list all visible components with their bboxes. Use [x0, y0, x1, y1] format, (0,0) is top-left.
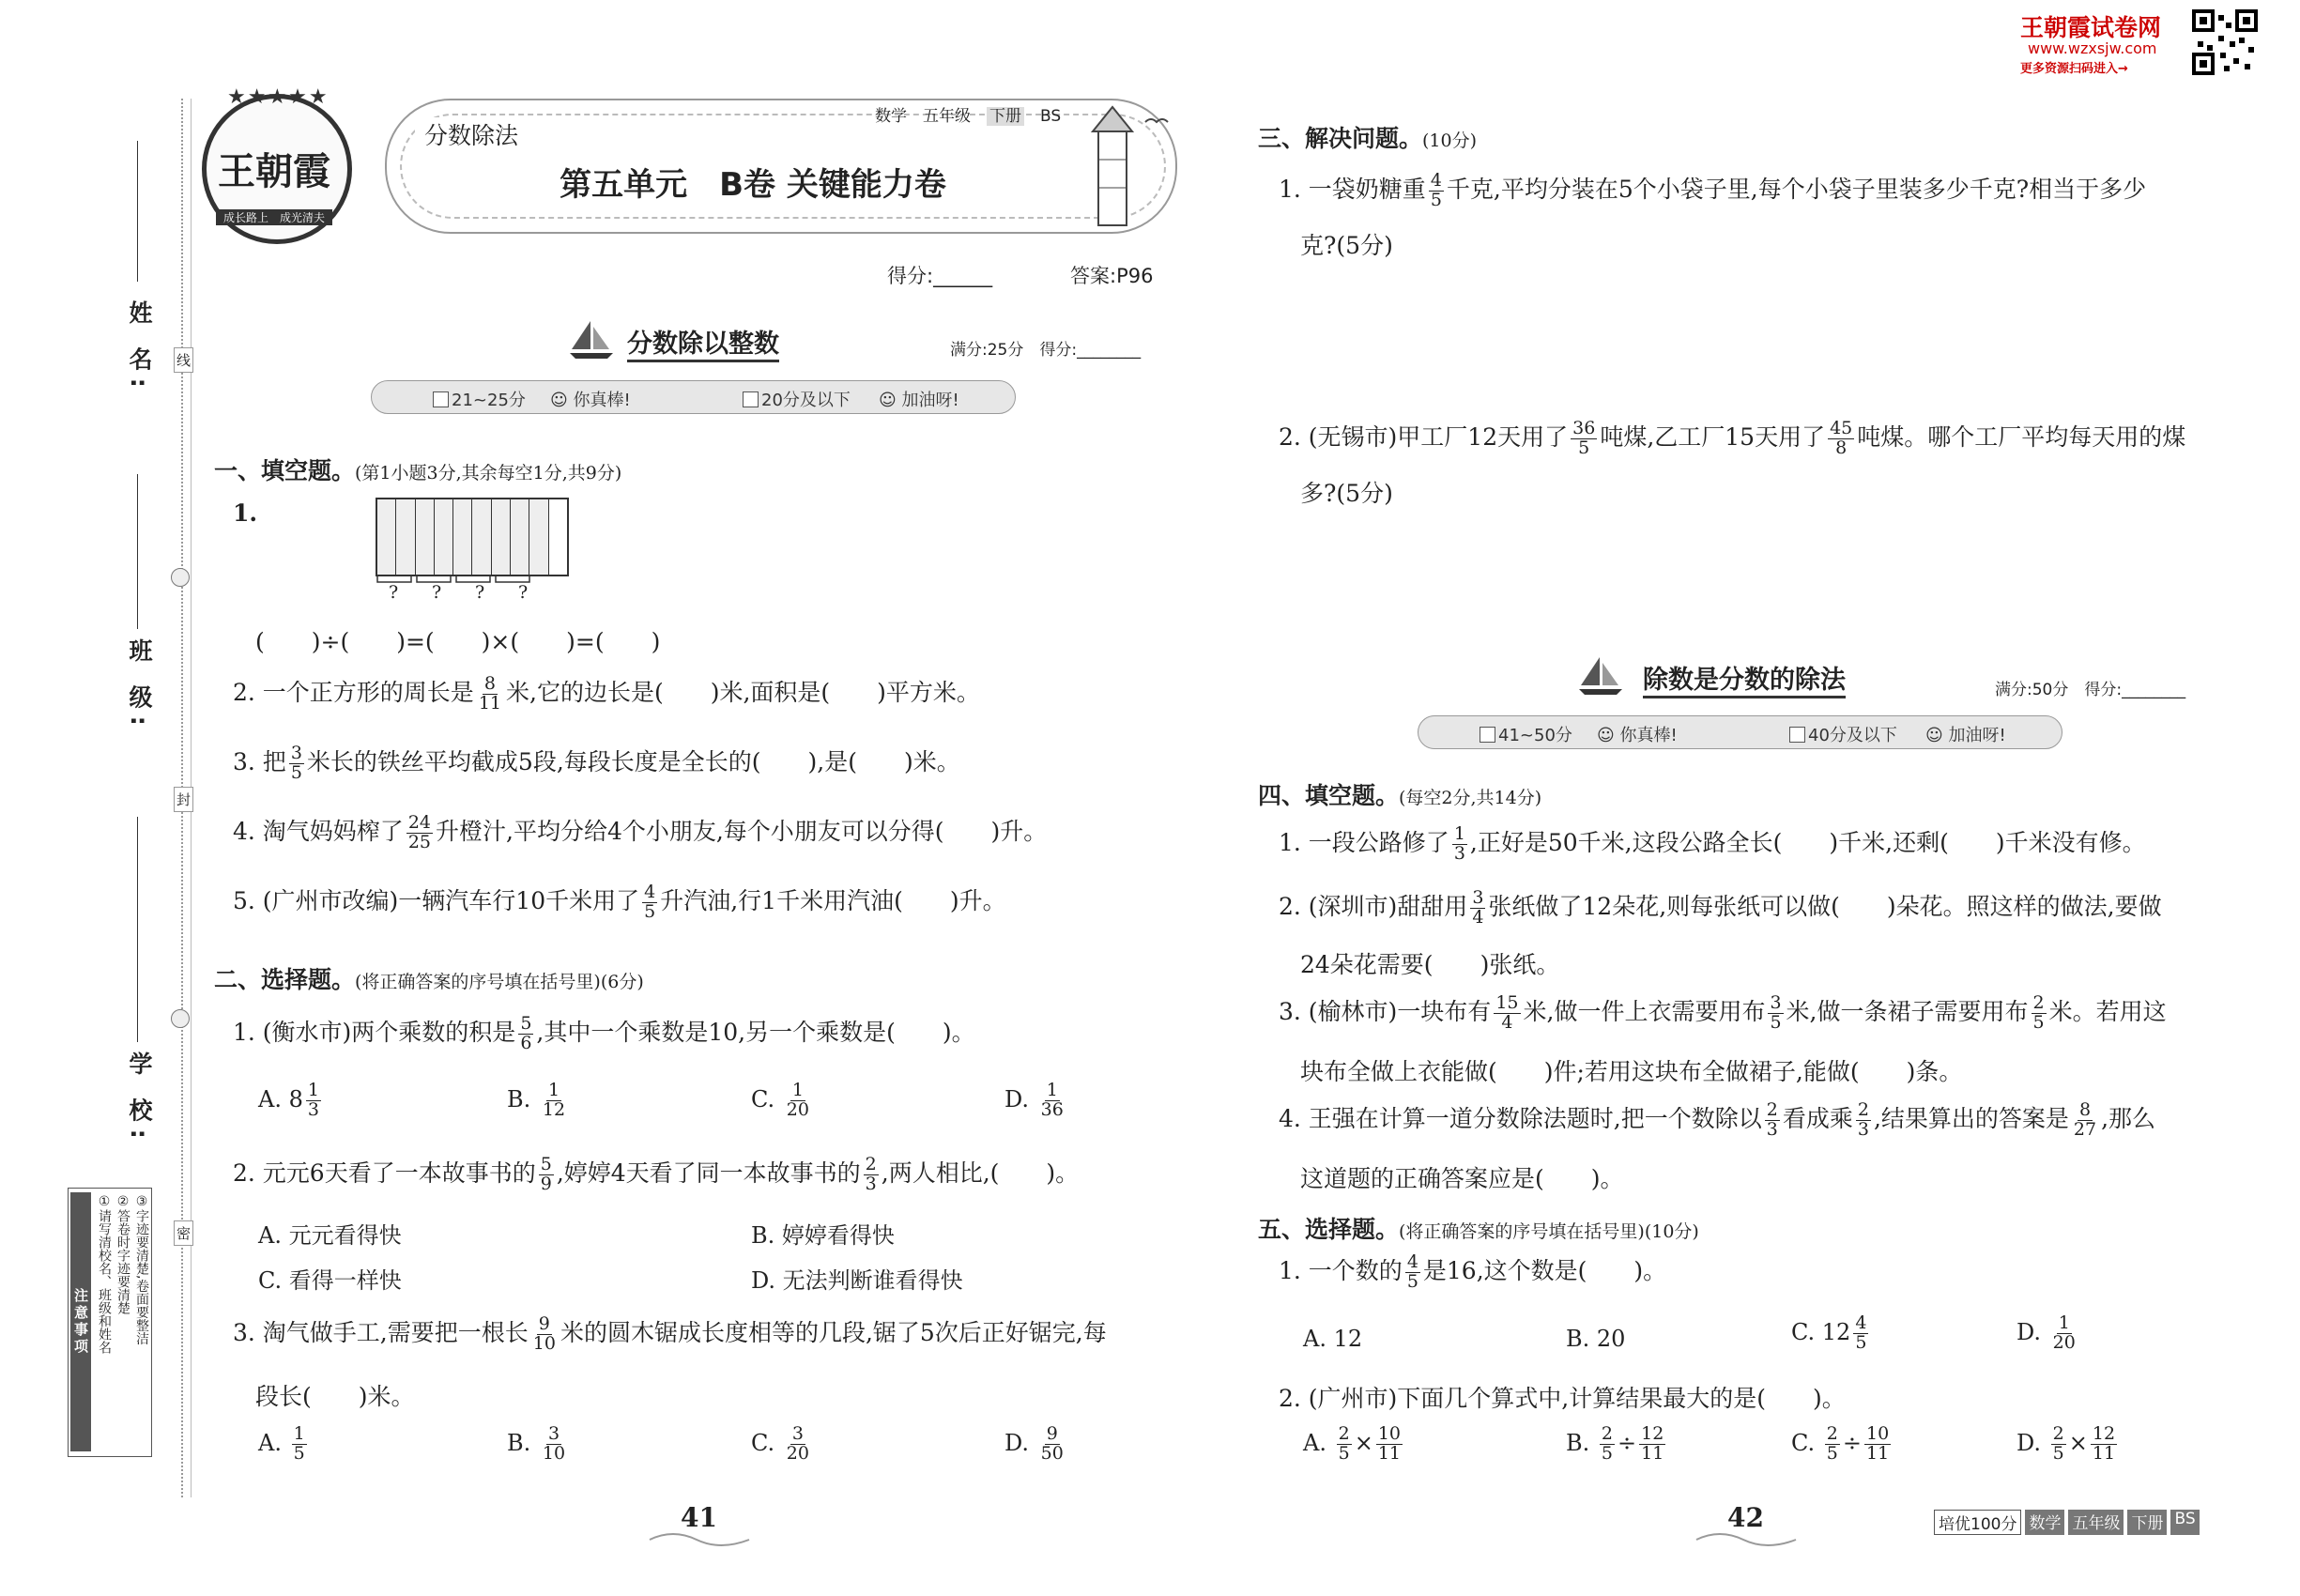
sec4-q3-cont: 块布全做上衣能做( )件;若用这块布全做裙子,能做( )条。	[1300, 1058, 1963, 1085]
page-number-right: 42	[1727, 1502, 1764, 1533]
checkbox[interactable]	[1480, 727, 1495, 743]
smile-icon: ☺	[879, 391, 897, 410]
checkbox[interactable]	[433, 391, 449, 407]
school-field[interactable]	[137, 817, 138, 1042]
sec1-q4: 4. 淘气妈妈榨了 $\frac{24}{25}$ 升橙汁,平均分给4个小朋友,每个小朋友可以分得( )升。	[233, 812, 1048, 852]
brand-url: www.wzxsjw.com	[2028, 39, 2157, 57]
sec3-q1: 1. 一袋奶糖重 $\frac{4}{5}$ 千克,平均分装在5个小袋子里,每个小袋子里装多少千克?相当于多少	[1279, 170, 2147, 210]
strip-mark: ?	[518, 582, 529, 603]
sec3-q1-cont: 克?(5分)	[1300, 232, 1393, 259]
rating-left[interactable]: 41~50分	[1480, 722, 1572, 746]
checkbox[interactable]	[1789, 727, 1805, 743]
title-banner	[385, 99, 1177, 234]
sec2-q1-option-c[interactable]: C. $\frac{1}{20}$	[751, 1080, 809, 1120]
praise-left: ☺ 你真棒!	[1597, 726, 1678, 745]
notice-item: ③字迹要清楚,卷面要整洁	[134, 1194, 149, 1345]
sec2-q3-option-b[interactable]: B. $\frac{3}{10}$	[507, 1423, 566, 1464]
page-number-left: 41	[681, 1502, 717, 1533]
subject-tags: 数学 五年级 下册 BS	[875, 107, 1062, 126]
wave-ornament-icon	[648, 1528, 751, 1547]
sec5-q2: 2. (广州市)下面几个算式中,计算结果最大的是( )。	[1279, 1385, 1846, 1412]
star-icon: ★★★★★	[227, 85, 330, 109]
sec1-heading: 一、填空题。(第1小题3分,其余每空1分,共9分)	[214, 457, 622, 484]
sec1-q3: 3. 把 $\frac{3}{5}$ 米长的铁丝平均截成5段,每段长度是全长的( ),是( )米。	[233, 743, 960, 783]
topic-label: 分数除法	[415, 117, 528, 151]
part2-score[interactable]: 满分:50分 得分:________	[1995, 681, 2186, 699]
notice-title: 注意事项	[70, 1192, 91, 1451]
sec5-q2-option-a[interactable]: A. $\frac{2}{5}$ × $\frac{10}{11}$	[1303, 1423, 1401, 1464]
rating-right[interactable]: 40分及以下	[1789, 722, 1897, 746]
notice-box	[68, 1188, 152, 1457]
sec2-q1: 1. (衡水市)两个乘数的积是 $\frac{5}{6}$ ,其中一个乘数是10,另一个乘数是( )。	[233, 1013, 975, 1053]
praise-right: ☺ 加油呀!	[879, 391, 959, 410]
score-field[interactable]: 得分:______	[887, 265, 993, 287]
logo-text: 王朝霞	[218, 149, 330, 193]
sec2-q2-option-c[interactable]: C. 看得一样快	[258, 1267, 402, 1294]
part1-title: 分数除以整数	[627, 323, 779, 362]
answer-ref: 答案:P96	[1070, 265, 1154, 287]
part2-title: 除数是分数的除法	[1643, 659, 1846, 698]
sec5-q1: 1. 一个数的 $\frac{4}{5}$ 是16,这个数是( )。	[1279, 1251, 1667, 1292]
sec1-q5: 5. (广州市改编)一辆汽车行10千米用了 $\frac{4}{5}$ 升汽油,行1千米用汽油( )升。	[233, 882, 1006, 922]
sec4-q2: 2. (深圳市)甜甜用 $\frac{3}{4}$ 张纸做了12朵花,则每张纸可以做( )朵花。照这样的做法,要做	[1279, 887, 2162, 928]
name-field[interactable]	[137, 141, 138, 282]
sec4-q4: 4. 王强在计算一道分数除法题时,把一个数除以 $\frac{2}{3}$ 看成乘 $\frac{2}{3}$ ,结果算出的答案是 $\frac{8}{27}$ ,那么	[1279, 1099, 2156, 1140]
sec2-q1-option-d[interactable]: D. $\frac{1}{36}$	[1004, 1080, 1064, 1120]
marker-feng: 封	[174, 787, 193, 812]
rating-left[interactable]: 21~25分	[433, 387, 526, 411]
smile-icon: ☺	[550, 391, 568, 410]
sec2-q3-option-d[interactable]: D. $\frac{9}{50}$	[1004, 1423, 1064, 1464]
sec3-q2-cont: 多?(5分)	[1300, 480, 1393, 507]
sec2-q2-option-d[interactable]: D. 无法判断谁看得快	[751, 1267, 963, 1294]
part1-score[interactable]: 满分:25分 得分:________	[950, 341, 1142, 360]
sec5-q2-option-c[interactable]: C. $\frac{2}{5}$ ÷ $\frac{10}{11}$	[1791, 1423, 1890, 1464]
sec3-q1-answer-area[interactable]	[1300, 268, 2220, 399]
strip-diagram	[376, 498, 569, 576]
sec1-q1-blanks[interactable]: ( )÷( )=( )×( )=( )	[255, 628, 661, 655]
sailboat-icon	[568, 319, 615, 361]
strip-brackets	[376, 575, 563, 590]
part1-rating-band	[371, 380, 1016, 414]
marker-xian: 线	[174, 347, 193, 373]
sec1-q1-number: 1.	[233, 499, 258, 527]
sec2-q2: 2. 元元6天看了一本故事书的 $\frac{5}{9}$ ,婷婷4天看了同一本故事书的 $\frac{2}{3}$ ,两人相比,( )。	[233, 1154, 1080, 1194]
rating-right[interactable]: 20分及以下	[743, 387, 851, 411]
sec5-heading: 五、选择题。(将正确答案的序号填在括号里)(10分)	[1258, 1216, 1699, 1243]
sec4-q2-cont: 24朵花需要( )张纸。	[1300, 951, 1560, 978]
sec4-heading: 四、填空题。(每空2分,共14分)	[1258, 782, 1542, 809]
sec4-q1: 1. 一段公路修了 $\frac{1}{3}$ ,正好是50千米,这段公路全长( )千米,还剩( )千米没有修。	[1279, 823, 2146, 864]
sec2-q1-option-a[interactable]: A. 8 $\frac{1}{3}$	[258, 1080, 319, 1120]
sec2-q2-option-a[interactable]: A. 元元看得快	[258, 1222, 402, 1249]
sec2-q3-option-a[interactable]: A. $\frac{1}{5}$	[258, 1423, 305, 1464]
notice-item: ①请写清校名、班级和姓名	[97, 1194, 112, 1354]
strip-mark: ?	[432, 582, 442, 603]
sec4-q4-cont: 这道题的正确答案应是( )。	[1300, 1165, 1624, 1192]
brand-logo	[202, 85, 352, 244]
praise-left: ☺ 你真棒!	[550, 391, 631, 410]
sec2-q3: 3. 淘气做手工,需要把一根长 $\frac{9}{10}$ 米的圆木锯成长度相等的几段,锯了5次后正好锯完,每	[233, 1313, 1107, 1354]
sec5-q2-option-b[interactable]: B. $\frac{2}{5}$ ÷ $\frac{12}{11}$	[1566, 1423, 1664, 1464]
sec5-q1-option-a[interactable]: A. 12	[1303, 1326, 1363, 1352]
lighthouse-icon	[1080, 94, 1192, 235]
sec3-heading: 三、解决问题。(10分)	[1258, 125, 1478, 152]
sec4-q3: 3. (榆林市)一块布有 $\frac{15}{4}$ 米,做一件上衣需要用布 $\frac{3}{5}$ 米,做一条裙子需要用布 $\frac{2}{5}$ 米。若用这	[1279, 992, 2167, 1033]
notice-item: ②答卷时字迹要清楚	[115, 1194, 130, 1314]
praise-right: ☺ 加油呀!	[1925, 726, 2006, 745]
name-label: 姓 名:	[126, 300, 153, 395]
sec3-q2: 2. (无锡市)甲工厂12天用了 $\frac{36}{5}$ 吨煤,乙工厂15天用了 $\frac{45}{8}$ 吨煤。哪个工厂平均每天用的煤	[1279, 418, 2186, 458]
footer-tags: 培优100分 数学 五年级 下册 BS	[1934, 1510, 2200, 1535]
smile-icon: ☺	[1597, 726, 1615, 745]
sec2-q1-option-b[interactable]: B. $\frac{1}{12}$	[507, 1080, 566, 1120]
sec5-q1-option-b[interactable]: B. 20	[1566, 1326, 1626, 1352]
strip-mark: ?	[389, 582, 399, 603]
binding-hole-icon	[171, 1009, 190, 1028]
sec5-q1-option-d[interactable]: D. $\frac{1}{20}$	[2016, 1312, 2076, 1353]
sec2-heading: 二、选择题。(将正确答案的序号填在括号里)(6分)	[214, 966, 644, 993]
qr-code-icon[interactable]	[2192, 9, 2258, 75]
sec2-q2-option-b[interactable]: B. 婷婷看得快	[751, 1222, 895, 1249]
logo-motto: 成长路上 成光清夫	[216, 209, 332, 225]
page-title: 第五单元 B卷 关键能力卷	[560, 166, 946, 204]
sec5-q1-option-c[interactable]: C. 12 $\frac{4}{5}$	[1791, 1312, 1867, 1353]
checkbox[interactable]	[743, 391, 759, 407]
strip-mark: ?	[475, 582, 485, 603]
sec1-q2: 2. 一个正方形的周长是 $\frac{8}{11}$ 米,它的边长是( )米,面积是( )平方米。	[233, 673, 980, 714]
part2-rating-band	[1418, 715, 2062, 749]
brand-name: 王朝霞试卷网	[2020, 14, 2162, 41]
sec3-q2-answer-area[interactable]	[1300, 516, 2220, 648]
wave-ornament-icon	[1694, 1528, 1798, 1547]
class-field[interactable]	[137, 474, 138, 629]
class-label: 班 级:	[126, 638, 153, 733]
sec2-q3-cont: 段长( )米。	[255, 1383, 415, 1410]
school-label: 学 校:	[126, 1051, 153, 1146]
binding-hole-icon	[171, 568, 190, 587]
brand-note: 更多资源扫码进入→	[2020, 62, 2128, 76]
smile-icon: ☺	[1925, 726, 1943, 745]
sailboat-icon	[1577, 655, 1624, 697]
marker-mi: 密	[174, 1220, 193, 1246]
sec5-q2-option-d[interactable]: D. $\frac{2}{5}$ × $\frac{12}{11}$	[2016, 1423, 2116, 1464]
sec2-q3-option-c[interactable]: C. $\frac{3}{20}$	[751, 1423, 809, 1464]
